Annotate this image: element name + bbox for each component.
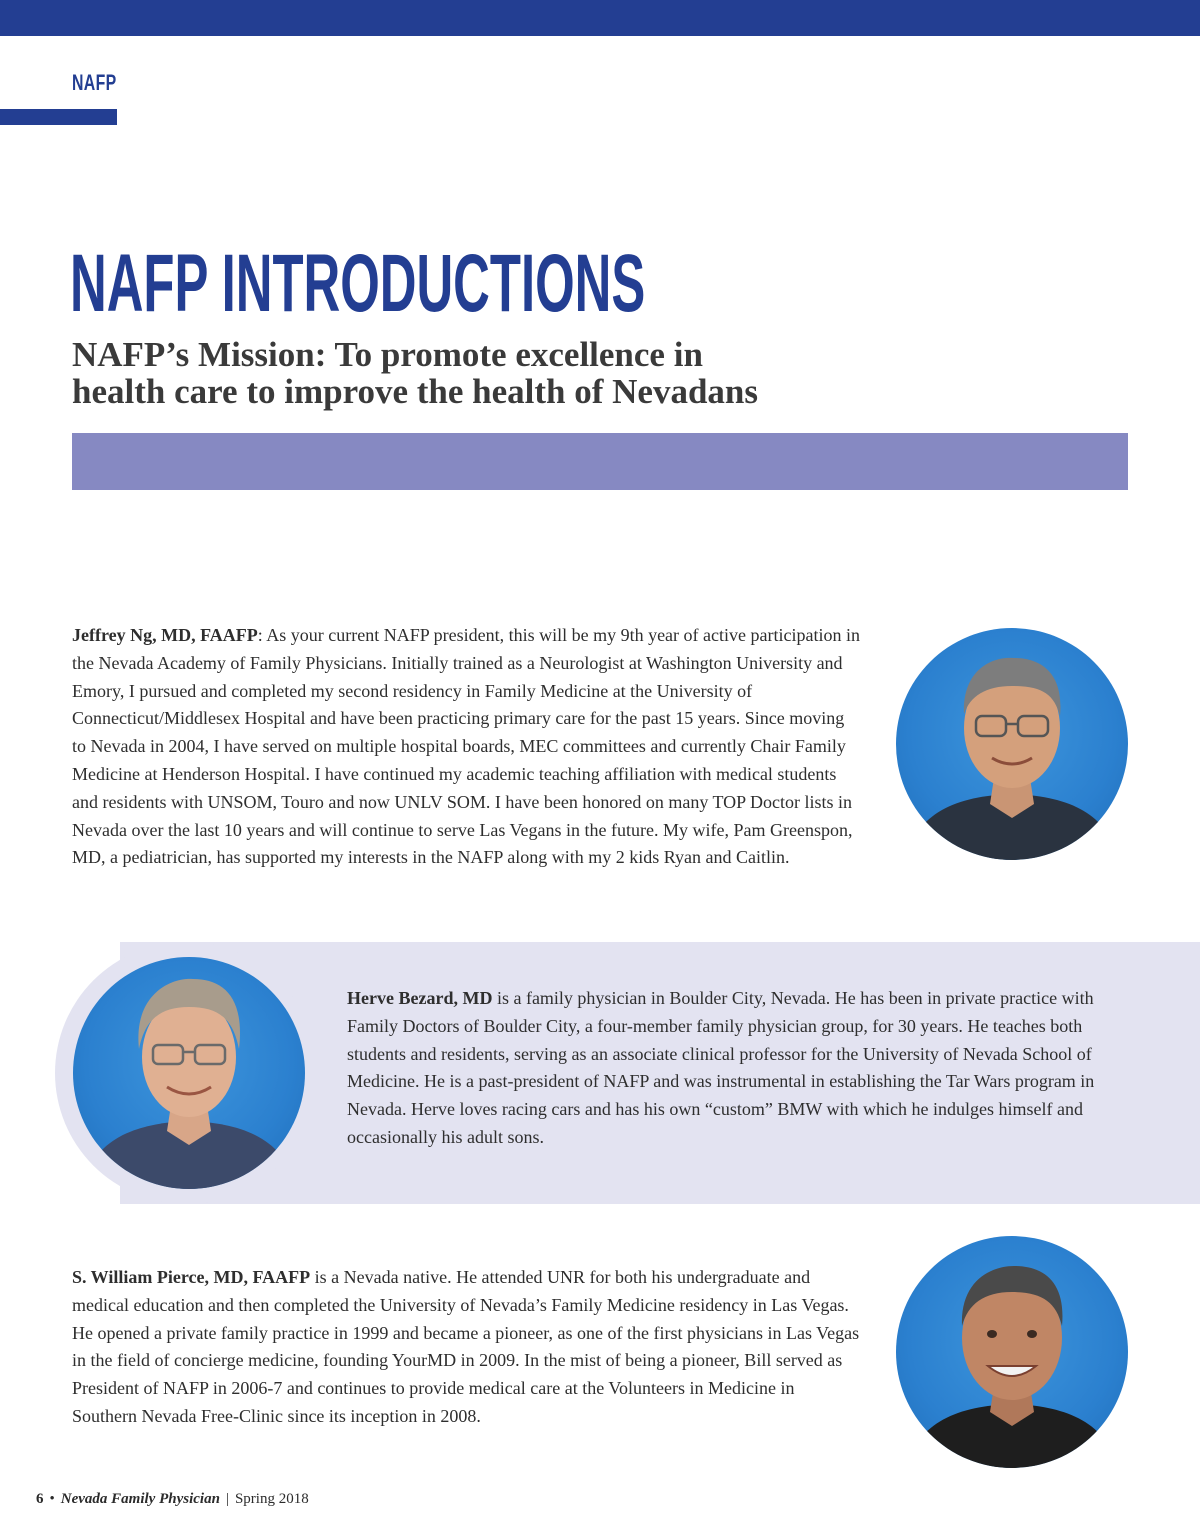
- issue-date: Spring 2018: [234, 1491, 309, 1507]
- magazine-name: Nevada Family Physician: [60, 1491, 220, 1507]
- portrait-jeffrey-ng: [896, 628, 1128, 860]
- page-footer: [36, 1488, 309, 1510]
- footer-bullet: •: [49, 1491, 55, 1507]
- decorative-band: [72, 433, 1128, 490]
- mission-line-2: health care to improve the health of Nevadans: [72, 372, 759, 411]
- bio-name: Herve Bezard, MD: [347, 988, 493, 1008]
- section-label: NAFP: [72, 70, 117, 95]
- page-title: NAFP INTRODUCTIONS: [70, 238, 646, 329]
- bio-body: : As your current NAFP president, this will be my 9th year of active participation in the Nevada Academy of Family Physicians. Initially trained as a Neurologist at Washington University and Emory, I pursued and completed my second residency in Family Medicine at the University of Connecticut/Middlesex Hospital and have been practicing primary care for the past 15 years. Since moving to Nevada in 2004, I have served on multiple hospital boards, MEC committees and currently Chair Family Medicine at Henderson Hospital. I have continued my academic teaching affiliation with medical students and residents with UNSOM, Touro and now UNLV SOM. I have been honored on many TOP Doctor lists in Nevada over the last 10 years and will continue to serve Las Vegans in the future. My wife, Pam Greenspon, MD, a pediatrician, has supported my interests in the NAFP along with my 2 kids Ryan and Caitlin.: [72, 625, 860, 868]
- bio-jeffrey-ng: [72, 622, 862, 872]
- section-rule: [0, 109, 117, 125]
- page-number: 6: [36, 1491, 44, 1507]
- portrait-herve-bezard: [73, 957, 305, 1189]
- bio-herve-bezard: [347, 985, 1137, 1152]
- bio-name: S. William Pierce, MD, FAAFP: [72, 1267, 311, 1287]
- portrait-william-pierce: [896, 1236, 1128, 1468]
- bio-body: is a family physician in Boulder City, Nevada. He has been in private practice with Family Doctors of Boulder City, a four-member family physician group, for 30 years. He teaches both students and residents, serving as an associate clinical professor for the University of Nevada School of Medicine. He is a past-president of NAFP and was instrumental in establishing the Tar Wars program in Nevada. Herve loves racing cars and has his own “custom” BMW with which he indulges himself and occasionally his adult sons.: [347, 988, 1095, 1147]
- bio-name: Jeffrey Ng, MD, FAAFP: [72, 625, 258, 645]
- bio-body: is a Nevada native. He attended UNR for both his undergraduate and medical education and then completed the University of Nevada’s Family Medicine residency in Las Vegas. He opened a private family practice in 1999 and became a pioneer, as one of the first physicians in Las Vegas in the field of concierge medicine, founding YourMD in 2009. In the mist of being a pioneer, Bill served as President of NAFP in 2006-7 and continues to provide medical care at the Volunteers in Medicine in Southern Nevada Free-Clinic since its inception in 2008.: [72, 1267, 860, 1426]
- top-color-bar: [0, 0, 1200, 36]
- footer-separator: |: [225, 1491, 229, 1507]
- mission-statement: [72, 336, 832, 410]
- mission-line-1: NAFP’s Mission: To promote excellence in: [72, 335, 703, 374]
- bio-william-pierce: [72, 1264, 862, 1431]
